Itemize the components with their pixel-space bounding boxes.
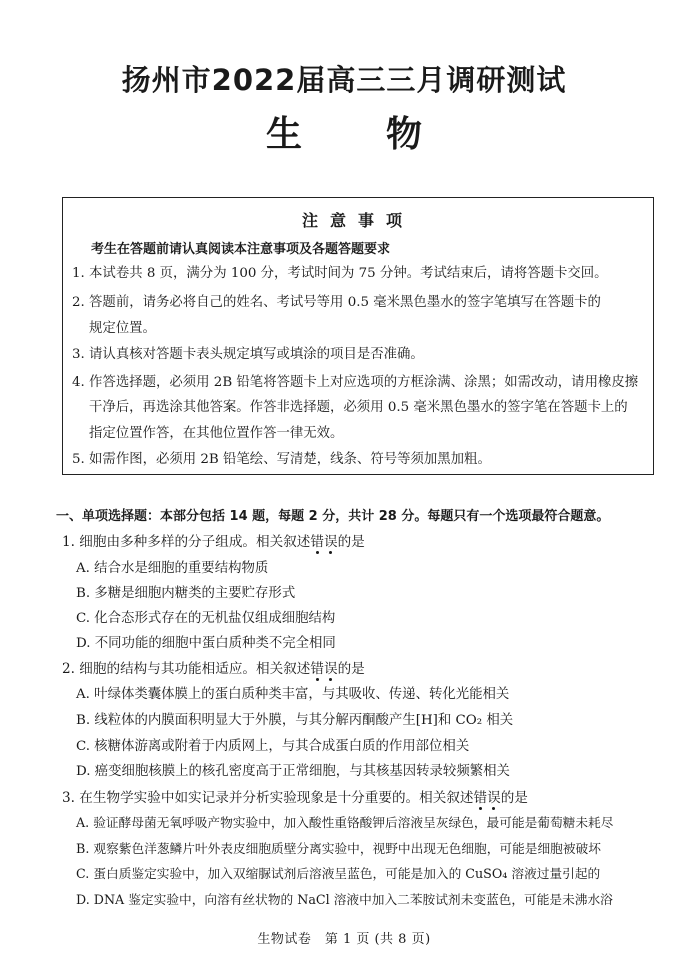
answer-option: D. 不同功能的细胞中蛋白质种类不完全相同 xyxy=(76,636,336,651)
subject-char-2: 物 xyxy=(386,114,423,155)
question-stem xyxy=(62,786,528,806)
notice-line: 1. 本试卷共 8 页，满分为 100 分，考试时间为 75 分钟。考试结束后，请将答题卡交回。 xyxy=(72,266,608,281)
question-stem xyxy=(62,657,365,677)
answer-option: C. 蛋白质鉴定实验中，加入双缩脲试剂后溶液呈蓝色，可能是加入的 CuSO₄ 溶液过量引起的 xyxy=(76,866,601,881)
notice-box xyxy=(62,197,654,475)
stem-text: 的是 xyxy=(337,661,365,677)
stem-text: 的是 xyxy=(337,534,365,550)
notice-line: 5. 如需作图，必须用 2B 铅笔绘、写清楚，线条、符号等须加黑加粗。 xyxy=(72,452,491,467)
notice-title: 注意事项 xyxy=(301,211,414,230)
answer-option: C. 化合态形式存在的无机盐仅组成细胞结构 xyxy=(76,611,336,626)
notice-line: 干净后，再选涂其他答案。作答非选择题，必须用 0.5 毫米黑色墨水的签字笔在答题卡上的 xyxy=(89,400,628,415)
page-footer: 生物试卷 第 1 页 (共 8 页) xyxy=(257,932,431,947)
emphasis-char: 误 xyxy=(324,657,338,677)
notice-line: 3. 请认真核对答题卡表头规定填写或填涂的项目是否准确。 xyxy=(72,347,424,362)
notice-intro: 考生在答题前请认真阅读本注意事项及各题答题要求 xyxy=(91,242,391,257)
notice-line: 指定位置作答，在其他位置作答一律无效。 xyxy=(89,426,344,441)
emphasis-char: 错 xyxy=(474,786,488,806)
subject-title xyxy=(0,106,688,157)
notice-line: 2. 答题前，请务必将自己的姓名、考试号等用 0.5 毫米黑色墨水的签字笔填写在答题卡的 xyxy=(72,295,601,310)
answer-option: A. 叶绿体类囊体膜上的蛋白质种类丰富，与其吸收、传递、转化光能相关 xyxy=(76,687,510,702)
answer-option: D. 癌变细胞核膜上的核孔密度高于正常细胞，与其核基因转录较频繁相关 xyxy=(76,764,510,779)
exam-title: 扬州市2022届高三三月调研测试 xyxy=(121,63,567,97)
question-stem xyxy=(62,530,365,550)
answer-option: A. 结合水是细胞的重要结构物质 xyxy=(76,561,269,576)
answer-option: B. 线粒体的内膜面积明显大于外膜，与其分解丙酮酸产生[H]和 CO₂ 相关 xyxy=(76,713,514,728)
emphasis-char: 错 xyxy=(310,530,324,550)
stem-text: 1. 细胞由多种多样的分子组成。相关叙述 xyxy=(62,534,311,550)
answer-option: C. 核糖体游离或附着于内质网上，与其合成蛋白质的作用部位相关 xyxy=(76,739,470,754)
answer-option: B. 多糖是细胞内糖类的主要贮存形式 xyxy=(76,586,296,601)
answer-option: A. 验证酵母菌无氧呼吸产物实验中，加入酸性重铬酸钾后溶液呈灰绿色，最可能是葡萄糖未耗尽 xyxy=(76,815,614,830)
notice-line: 规定位置。 xyxy=(89,321,156,336)
emphasis-char: 误 xyxy=(324,530,338,550)
notice-line: 4. 作答选择题，必须用 2B 铅笔将答题卡上对应选项的方框涂满、涂黑；如需改动，请用橡皮擦 xyxy=(72,375,639,390)
answer-option: D. DNA 鉴定实验中，向溶有丝状物的 NaCl 溶液中加入二苯胺试剂未变蓝色，可能是未沸水浴 xyxy=(76,892,613,907)
stem-text: 2. 细胞的结构与其功能相适应。相关叙述 xyxy=(62,661,311,677)
emphasis-char: 误 xyxy=(487,786,501,806)
subject-char-1: 生 xyxy=(265,114,302,155)
section-heading: 一、单项选择题：本部分包括 14 题，每题 2 分，共计 28 分。每题只有一个选项最符合题意。 xyxy=(56,509,610,524)
answer-option: B. 观察紫色洋葱鳞片叶外表皮细胞质壁分离实验中，视野中出现无色细胞，可能是细胞被破坏 xyxy=(76,841,601,856)
stem-text: 的是 xyxy=(500,790,528,806)
emphasis-char: 错 xyxy=(310,657,324,677)
stem-text: 3. 在生物学实验中如实记录并分析实验现象是十分重要的。相关叙述 xyxy=(62,790,474,806)
